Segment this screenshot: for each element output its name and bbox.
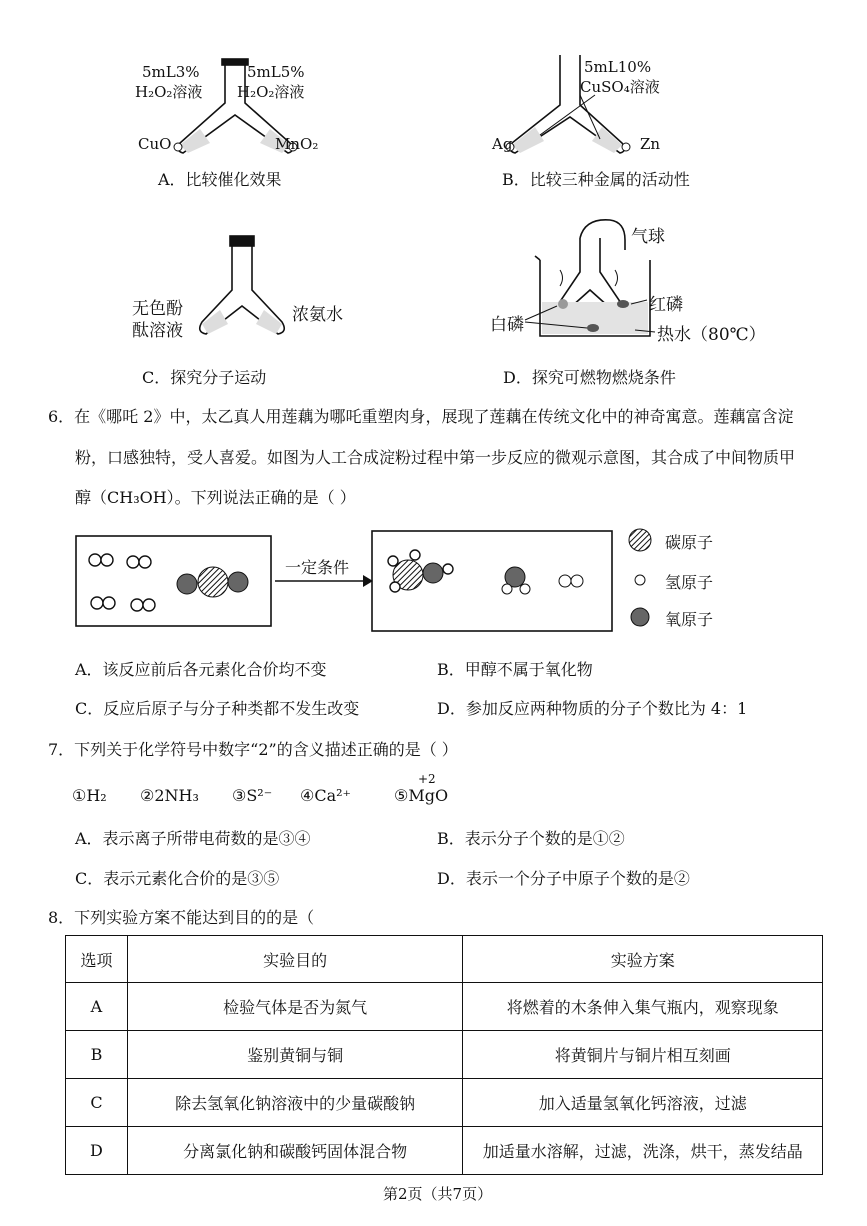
option-a: A．表示离子所带电荷数的是③④ [75, 829, 311, 848]
q7-stem: 7．下列关于化学符号中数字“2”的含义描述正确的是（ ） [48, 740, 458, 759]
row-plan: 加适量水溶解，过滤，洗涤，烘干，蒸发结晶 [463, 1127, 823, 1175]
symbol: ④Ca²⁺ [300, 786, 351, 805]
symbol: ⑤MgO [394, 786, 449, 805]
caption: C．探究分子运动 [142, 368, 267, 387]
header-plan: 实验方案 [463, 936, 823, 983]
table-header-row [66, 936, 823, 983]
label: 白磷 [490, 315, 524, 335]
q8-stem: 8．下列实验方案不能达到目的的是（ [48, 908, 315, 927]
table-row [66, 1079, 823, 1127]
row-option: B [66, 1031, 128, 1079]
label: 无色酚 [132, 299, 183, 319]
row-option: D [66, 1127, 128, 1175]
row-plan: 加入适量氢氧化钙溶液，过滤 [463, 1079, 823, 1127]
row-purpose: 检验气体是否为氮气 [127, 983, 463, 1031]
caption: B．比较三种金属的活动性 [502, 170, 690, 189]
label: 浓氨水 [292, 305, 343, 325]
label: 5mL5% [247, 63, 305, 81]
table-row [66, 1031, 823, 1079]
figure-b [480, 55, 740, 205]
table-row [66, 983, 823, 1031]
label: CuSO₄溶液 [580, 78, 660, 96]
header-purpose: 实验目的 [127, 936, 463, 983]
row-option: C [66, 1079, 128, 1127]
label: 5mL3% [142, 63, 200, 81]
row-purpose: 鉴别黄铜与铜 [127, 1031, 463, 1079]
figure-a [120, 55, 340, 205]
row-purpose: 分离氯化钠和碳酸钙固体混合物 [127, 1127, 463, 1175]
caption: D．探究可燃物燃烧条件 [503, 368, 676, 387]
legend-oxygen: 氧原子 [665, 610, 714, 629]
row-purpose: 除去氢氧化钠溶液中的少量碳酸钠 [127, 1079, 463, 1127]
symbol: ③S²⁻ [232, 786, 273, 805]
label: 热水（80℃） [657, 325, 766, 345]
row-plan: 将黄铜片与铜片相互刻画 [463, 1031, 823, 1079]
row-plan: 将燃着的木条伸入集气瓶内，观察现象 [463, 983, 823, 1031]
label: 气球 [631, 227, 665, 247]
legend-hydrogen: 氢原子 [665, 573, 714, 592]
q6-stem-line-2: 粉，口感独特，受人喜爱。如图为人工合成淀粉过程中第一步反应的微观示意图，其合成了中间物质甲 [75, 448, 796, 467]
label: H₂O₂溶液 [237, 83, 305, 101]
label: 5mL10% [584, 58, 652, 76]
label: Ag [492, 135, 513, 153]
row-option: A [66, 983, 128, 1031]
option-c: C．表示元素化合价的是③⑤ [75, 869, 280, 888]
option-c: C．反应后原子与分子种类都不发生改变 [75, 699, 360, 718]
header-option: 选项 [66, 936, 128, 983]
legend-carbon: 碳原子 [665, 533, 714, 552]
option-d: D．表示一个分子中原子个数的是② [437, 869, 690, 888]
option-b: B．表示分子个数的是①② [437, 829, 625, 848]
experiment-table [65, 935, 823, 1175]
q6-stem-line-3: 醇（CH₃OH）。下列说法正确的是（ ） [75, 488, 356, 507]
arrow-label: 一定条件 [285, 558, 350, 577]
valence-mark: +2 [418, 772, 436, 786]
q6-stem-line-1: 6．在《哪吒 2》中，太乙真人用莲藕为哪吒重塑肉身，展现了莲藕在传统文化中的神奇寓意。莲藕富含淀 [48, 407, 794, 426]
label: CuO [138, 135, 172, 153]
caption: A．比较催化效果 [158, 170, 282, 189]
option-a: A．该反应前后各元素化合价均不变 [75, 660, 327, 679]
reaction-diagram [75, 525, 775, 635]
option-b: B．甲醇不属于氧化物 [437, 660, 593, 679]
label: Zn [640, 135, 661, 153]
label: H₂O₂溶液 [135, 83, 203, 101]
label: 酞溶液 [132, 321, 183, 341]
figure-c [120, 230, 380, 390]
label: 红磷 [649, 295, 683, 315]
figure-d [485, 210, 765, 390]
symbol: ①H₂ [72, 786, 107, 805]
label: MnO₂ [275, 135, 319, 153]
symbol: ②2NH₃ [140, 786, 199, 805]
table-row [66, 1127, 823, 1175]
symbol-row [72, 772, 492, 812]
page-footer: 第2页（共7页） [383, 1185, 493, 1203]
option-d: D．参加反应两种物质的分子个数比为 4：1 [437, 699, 748, 718]
